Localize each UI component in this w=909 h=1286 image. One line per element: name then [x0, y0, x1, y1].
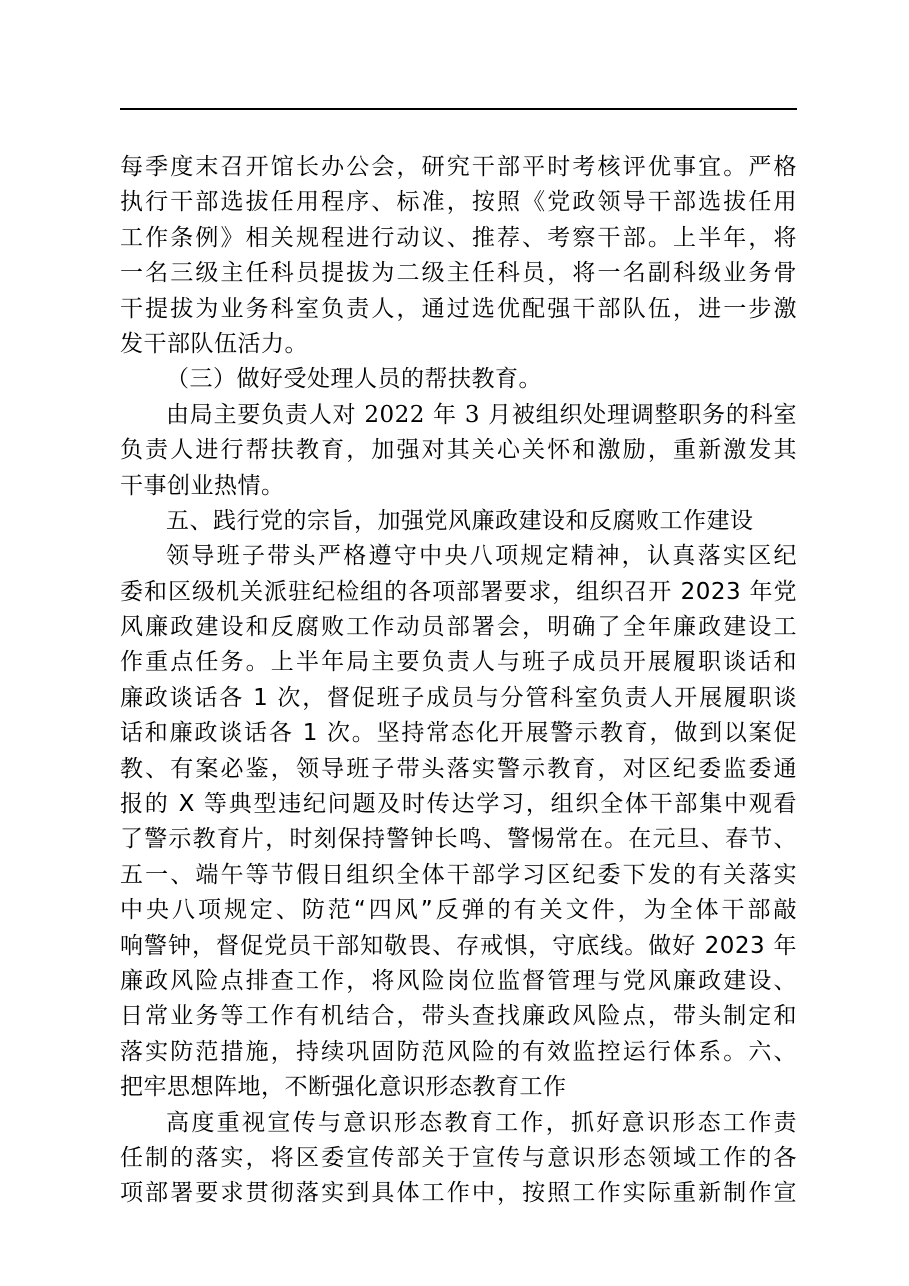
subheading-support-education: [120, 362, 797, 397]
paragraph-support-education: [120, 398, 797, 504]
text-line: 高度重视宣传与意识形态教育工作，抓好意识形态工作责: [166, 1109, 797, 1136]
text-line: 话和廉政谈话各 1 次。坚持常态化开展警示教育，做到以案促: [120, 720, 797, 747]
text-line: 委和区级机关派驻纪检组的各项部署要求，组织召开 2023 年党: [120, 578, 797, 605]
text-line: 廉政谈话各 1 次，督促班子成员与分管科室负责人开展履职谈: [120, 684, 797, 711]
text-line: 响警钟，督促党员干部知敬畏、存戒惧，守底线。做好 2023 年: [120, 932, 797, 959]
text-line: 每季度末召开馆长办公会，研究干部平时考核评优事宜。严格: [120, 154, 797, 180]
text-line: 发干部队伍活力。: [120, 330, 308, 357]
section-heading-five: [120, 504, 797, 539]
text-line: 执行干部选拔任用程序、标准，按照《党政领导干部选拔任用: [120, 189, 797, 216]
subheading-text: （三）做好受处理人员的帮扶教育。: [166, 366, 542, 393]
text-line: 干事创业热情。: [120, 472, 285, 499]
text-line: 干提拔为业务科室负责人，通过选优配强干部队伍，进一步激: [120, 295, 797, 322]
text-line: 风廉政建设和反腐败工作动员部署会，明确了全年廉政建设工: [120, 614, 797, 641]
paragraph-cadre-selection: [120, 150, 797, 362]
document-body: [120, 150, 797, 1212]
text-line: 报的 X 等典型违纪问题及时传达学习，组织全体干部集中观看: [120, 791, 797, 818]
text-line: 日常业务等工作有机结合，带头查找廉政风险点，带头制定和: [120, 1003, 797, 1030]
text-line: 工作条例》相关规程进行动议、推荐、考察干部。上半年，将: [120, 224, 797, 251]
text-line: 由局主要负责人对 2022 年 3 月被组织处理调整职务的科室: [166, 401, 797, 428]
text-line: 项部署要求贯彻落实到具体工作中，按照工作实际重新制作宣: [120, 1180, 797, 1207]
text-line: 落实防范措施，持续巩固防范风险的有效监控运行体系。六、: [120, 1038, 797, 1065]
text-line: 领导班子带头严格遵守中央八项规定精神，认真落实区纪: [166, 543, 797, 570]
text-line: 作重点任务。上半年局主要负责人与班子成员开展履职谈话和: [120, 649, 797, 676]
header-rule: [120, 108, 797, 110]
text-line: 把牢思想阵地，不断强化意识形态教育工作: [120, 1074, 567, 1101]
text-line: 了警示教育片，时刻保持警钟长鸣、警惕常在。在元旦、春节、: [120, 826, 797, 853]
text-line: 任制的落实，将区委宣传部关于宣传与意识形态领域工作的各: [120, 1144, 797, 1171]
section-heading-text: 五、践行党的宗旨，加强党风廉政建设和反腐败工作建设: [166, 507, 754, 534]
paragraph-ideology-education: [120, 1106, 797, 1212]
text-line: 一名三级主任科员提拔为二级主任科员，将一名副科级业务骨: [120, 260, 797, 287]
paragraph-integrity-building: [120, 539, 797, 1105]
text-line: 中央八项规定、防范“四风”反弹的有关文件，为全体干部敲: [120, 897, 797, 924]
text-line: 教、有案必鉴，领导班子带头落实警示教育，对区纪委监委通: [120, 755, 797, 782]
text-line: 五一、端午等节假日组织全体干部学习区纪委下发的有关落实: [120, 861, 797, 888]
text-line: 廉政风险点排查工作，将风险岗位监督管理与党风廉政建设、: [120, 967, 797, 994]
text-line: 负责人进行帮扶教育，加强对其关心关怀和激励，重新激发其: [120, 437, 797, 464]
